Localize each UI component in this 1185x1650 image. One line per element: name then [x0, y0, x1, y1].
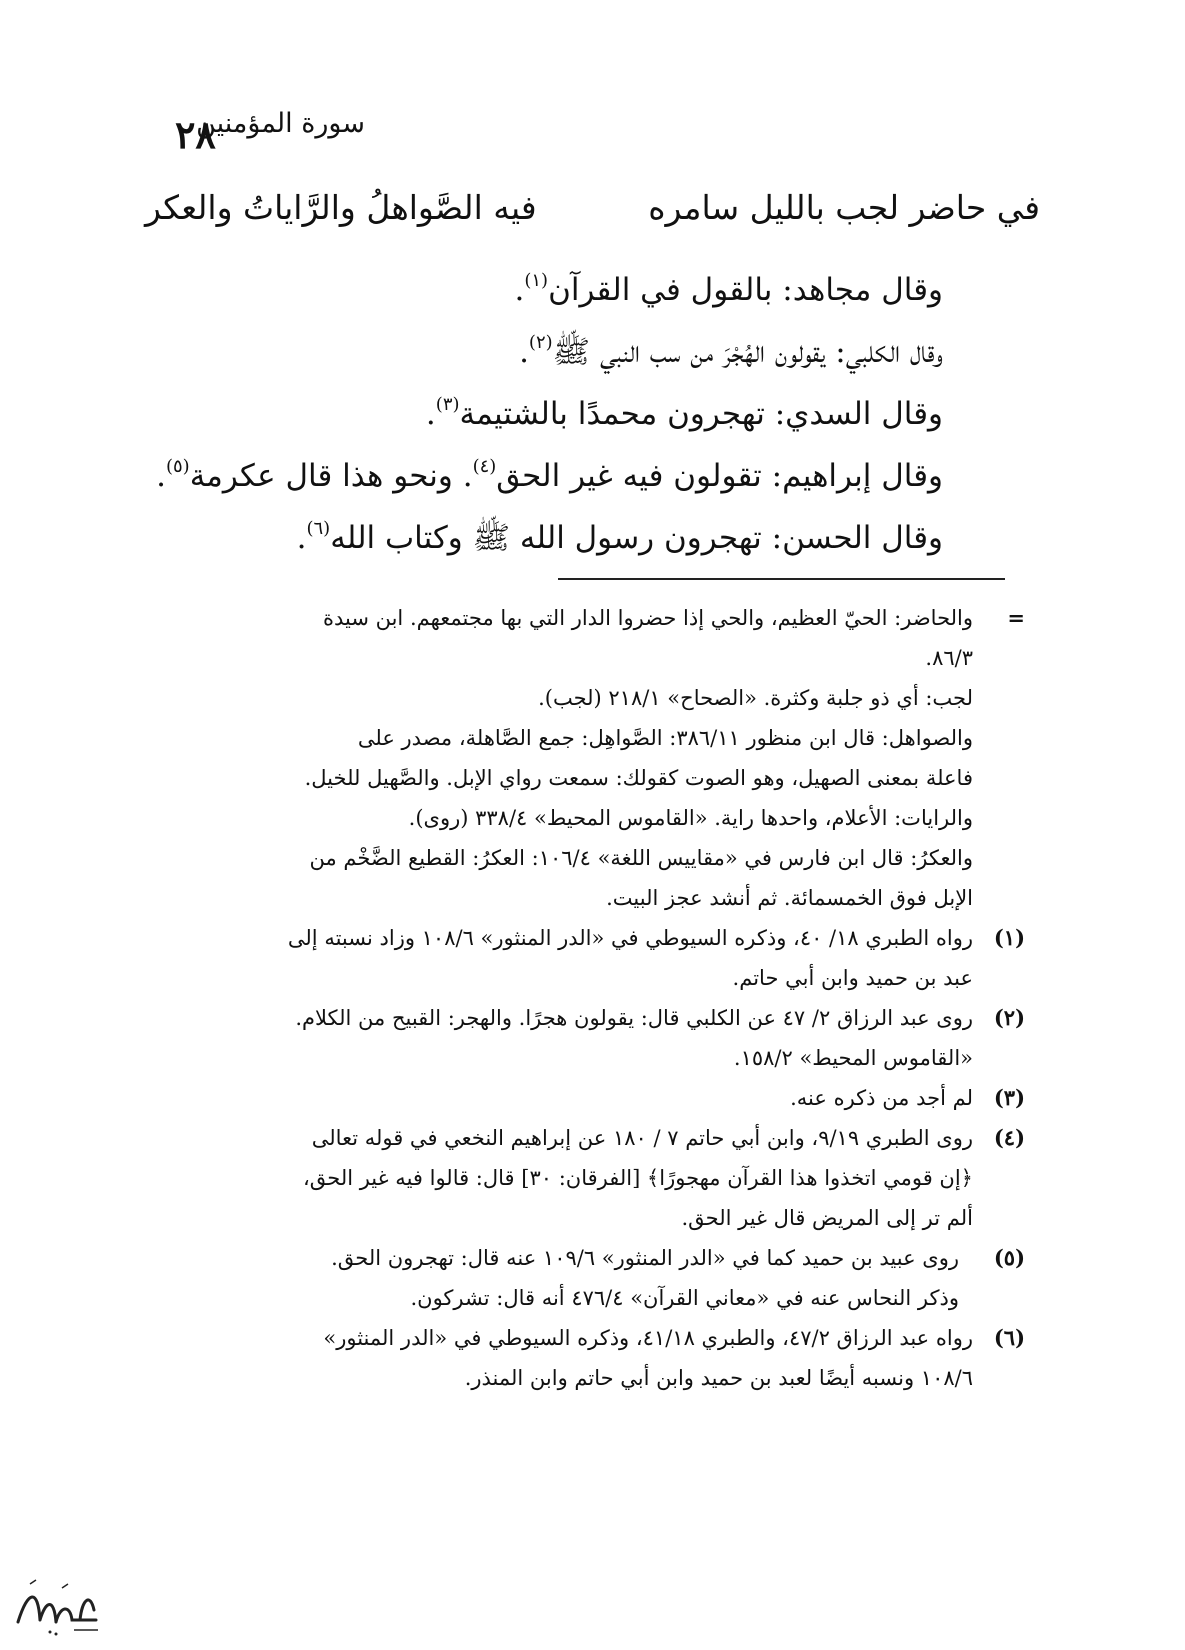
- footnote-line: رواه الطبري ١٨/ ٤٠، وذكره السيوطي في «الدر المنثور» ١٠٨/٦ وزاد نسبته إلى: [287, 926, 973, 950]
- quote-line: [140, 500, 943, 562]
- footnote-line: ١٠٨/٦ ونسبه أيضًا لعبد بن حميد وابن أبي حاتم وابن المنذر.: [464, 1366, 973, 1390]
- footnote-line: الإبل فوق الخمسمائة. ثم أنشد عجز البيت.: [606, 886, 973, 910]
- quote-text: وقال السدي: تهجرون محمدًا بالشتيمة: [459, 396, 943, 432]
- quote-line: [140, 438, 943, 500]
- quote-text: وقال الكلبي: يقولون الهُجْرَ من سب النبي ﷺ: [552, 334, 943, 370]
- footnote-line: والصواهل: قال ابن منظور ٣٨٦/١١: الصَّواهِل: جمع الصَّاهلة، مصدر على: [357, 726, 973, 750]
- footnote-line: عبد بن حميد وابن أبي حاتم.: [732, 966, 973, 990]
- footnotes-list: [140, 598, 1025, 1398]
- footnote-line: والعكرُ: قال ابن فارس في «مقاييس اللغة» ١٠٦/٤: العكرُ: القطيع الضَّخْم من: [309, 846, 973, 870]
- quote-tail: .: [519, 334, 529, 370]
- running-title: سورة المؤمنين: [196, 108, 365, 139]
- footnote-separator: [558, 578, 1005, 580]
- footnote-ref[interactable]: (٢): [528, 332, 553, 353]
- footnote-ref[interactable]: (١): [524, 270, 549, 291]
- footnote-5: [140, 1238, 1025, 1318]
- calligraphy-logo-icon: [10, 1570, 105, 1642]
- footnote-4: [140, 1118, 1025, 1238]
- footnote-line: ألم تر إلى المريض قال غير الحق.: [681, 1206, 973, 1230]
- footnote-marker: (٣): [993, 1085, 1025, 1110]
- footnote-line: لجب: أي ذو جلبة وكثرة. «الصحاح» ٢١٨/١ (لجب).: [538, 686, 973, 710]
- footnote-line: فاعلة بمعنى الصهيل، وهو الصوت كقولك: سمعت رواي الإبل. والصَّهيل للخيل.: [304, 766, 973, 790]
- quote-tail: .: [425, 396, 436, 432]
- footnote-marker: =: [1007, 605, 1025, 630]
- footnote-continuation: [140, 598, 1025, 918]
- verse-first-hemistich: في حاضر لجب بالليل سامره: [648, 188, 1040, 227]
- quote-line: [140, 314, 943, 376]
- footnote-3: [140, 1078, 1025, 1118]
- footnote-line: وذكر النحاس عنه في «معاني القرآن» ٤٧٦/٤ أنه قال: تشركون.: [410, 1286, 959, 1310]
- footnote-2: [140, 998, 1025, 1078]
- footnote-marker: (٤): [993, 1125, 1025, 1150]
- quote-tail: .: [156, 458, 166, 494]
- footnote-1: [140, 918, 1025, 998]
- quote-line: [140, 252, 943, 314]
- quotes-list: [140, 252, 943, 562]
- verse-second-hemistich: فيه الصَّواهلُ والرَّاياتُ والعكر: [145, 188, 537, 227]
- footnote-marker: (٦): [993, 1325, 1025, 1350]
- footnote-line: روى الطبري ٩/١٩، وابن أبي حاتم ٧ / ١٨٠ عن إبراهيم النخعي في قوله تعالى: [311, 1126, 973, 1150]
- footnote-line: رواه عبد الرزاق ٤٧/٢، والطبري ٤١/١٨، وذكره السيوطي في «الدر المنثور»: [323, 1326, 973, 1350]
- footnote-line: لم أجد من ذكره عنه.: [790, 1086, 973, 1110]
- footnote-marker: (١): [993, 925, 1025, 950]
- footnote-ref[interactable]: (٣): [435, 394, 460, 415]
- footnote-6: [140, 1318, 1025, 1398]
- quote-text: وقال الحسن: تهجرون رسول الله ﷺ وكتاب الله: [330, 520, 943, 556]
- footnote-ref[interactable]: (٤): [472, 456, 497, 477]
- quote-text: وقال إبراهيم: تقولون فيه غير الحق: [496, 458, 943, 494]
- footnote-marker: (٥): [993, 1245, 1025, 1270]
- footnote-line: ﴿إن قومي اتخذوا هذا القرآن مهجورًا﴾ [الفرقان: ٣٠] قال: قالوا فيه غير الحق،: [302, 1166, 973, 1190]
- footnote-line: «القاموس المحيط» ١٥٨/٢.: [733, 1046, 973, 1070]
- poetry-verse: [145, 188, 1040, 227]
- quote-text: وقال مجاهد: بالقول في القرآن: [548, 272, 943, 308]
- footnote-line: روى عبد الرزاق ٢/ ٤٧ عن الكلبي قال: يقولون هجرًا. والهجر: القبيح من الكلام.: [295, 1006, 973, 1030]
- quote-tail: .: [514, 272, 525, 308]
- quote-line: [140, 376, 943, 438]
- footnote-line: ٨٦/٣.: [925, 646, 973, 670]
- quote-tail: .: [296, 520, 307, 556]
- footnote-ref[interactable]: (٥): [165, 456, 190, 477]
- footnote-line: والرايات: الأعلام، واحدها راية. «القاموس المحيط» ٣٣٨/٤ (روى).: [408, 806, 973, 830]
- footnote-ref[interactable]: (٦): [306, 518, 331, 539]
- page-number: ٢٨: [175, 112, 216, 157]
- quote-continuation: . ونحو هذا قال عكرمة: [189, 458, 473, 494]
- footnote-line: روى عبيد بن حميد كما في «الدر المنثور» ١٠٩/٦ عنه قال: تهجرون الحق.: [331, 1246, 959, 1270]
- footnote-marker: (٢): [993, 1005, 1025, 1030]
- footnote-line: والحاضر: الحيّ العظيم، والحي إذا حضروا الدار التي بها مجتمعهم. ابن سيدة: [322, 606, 973, 630]
